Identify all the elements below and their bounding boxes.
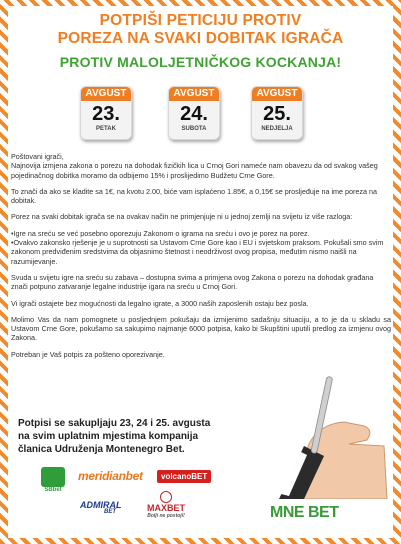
calendar-month: AVGUST (169, 87, 219, 101)
calendar-card-24 (168, 86, 220, 140)
calendar-card-23 (80, 86, 132, 140)
collection-line-2: na svim uplatnim mjestima kompanija (18, 431, 199, 442)
headline-line-3: PROTIV MALOLJETNIČKOG KOCKANJA! (59, 54, 342, 70)
letter-paragraph: Vi igrači ostajete bez mogućnosti da legalno igrate, a 3000 naših zaposlenih ostaju bez posla. (11, 298, 309, 308)
maxbet-logo (146, 491, 186, 519)
poster (8, 6, 393, 538)
letter-paragraph: Molimo Vas da nam pomognete u posljednjem pokušaju da izmijenimo sadašnju situaciju, a to je da u skladu sa Ustavom Crne Gore, pokušamo sa sakupimo najmanje 6000 potpisa, kako bi Skupštini uputili predlog za izmjenu ovog Zakona. (11, 314, 391, 343)
crest-icon (160, 491, 172, 503)
letter-body (11, 152, 391, 366)
admiral-sub: BET (104, 509, 116, 515)
collection-info (18, 417, 210, 456)
letter-paragraph: Porez na svaki dobitak igrača se na ovakav način ne primjenjuje ni u jednoj zemlji na svijetu iz više razloga: (11, 212, 353, 222)
sbbet-logo: SBbet (38, 467, 68, 497)
letter-bullet: •Igre na sreću se već posebno oporezuju Zakonom o igrama na sreću i ovo je porez na porez. (11, 228, 310, 238)
calendar-day: 25. (263, 103, 291, 125)
headline-line-2: POREZA NA SVAKI DOBITAK IGRAČA (57, 30, 344, 47)
maxbet-slogan: Bolji ne postoji! (147, 513, 185, 519)
calendar-weekday: PETAK (96, 126, 116, 132)
calendar-day: 24. (180, 103, 208, 125)
letter-paragraph: Svuda u svijetu igre na sreću su zabava – dostupna svima a primjena ovog Zakona o porezu na dohodak građana znači potpuno zatvaranje legalne industrije igara na sreću u Crnoj Gori. (11, 272, 374, 292)
volcanobet-logo: volcanoBET (157, 470, 211, 483)
calendar-card-25 (251, 86, 303, 140)
letter-closing: Potreban je Vaš potpis za pošteno oporezivanje. (11, 349, 165, 359)
letter-bullet: •Ovakvo zakonsko rješenje je u suprotnosti sa Ustavom Crne Gore kao i EU i svjetskom praksom. Pokušali smo svim zakonom predviđenim sredstvima da objasnimo štetnost i neodrživost ovog propisa, međutim nismo naišli na razumijevanje. (11, 238, 384, 266)
letter-paragraph: Najnovija izmjena zakona o porezu na dohodak fizičkih lica u Crnoj Gori nameće nam obavezu da od svakog vašeg pojedinačnog dobitka moramo da odbijemo 15% i proslijedimo Budžetu Crne Gore. (11, 161, 378, 180)
collection-line-3: članica Udruženja Montenegro Bet. (18, 444, 185, 455)
hand-with-pen-illustration (249, 374, 389, 499)
calendar-weekday: SUBOTA (181, 126, 207, 132)
calendar-month: AVGUST (81, 87, 131, 101)
headline-line-1: POTPIŠI PETICIJU PROTIV (99, 12, 302, 29)
admiral-bet-logo (80, 500, 122, 515)
mne-bet-logo: MNE BET (270, 504, 339, 521)
maxbet-name: MAXBET (147, 503, 185, 513)
calendar-weekday: NEDJELJA (261, 126, 293, 132)
calendar-month: AVGUST (252, 87, 302, 101)
collection-line-1: Potpisi se sakupljaju 23, 24 i 25. avgusta (18, 418, 211, 429)
letter-greeting: Poštovani igrači, (11, 152, 64, 161)
meridianbet-logo: meridianbet (78, 469, 143, 483)
letter-paragraph: To znači da ako se kladite sa 1€, na kvotu 2.00, biće vam isplaćeno 1.85€, a 0,15€ se prosljeđuje na ime poreza na dobitak. (11, 186, 377, 206)
calendar-day: 23. (92, 103, 120, 125)
admiral-name: ADMIRAL (80, 500, 122, 510)
